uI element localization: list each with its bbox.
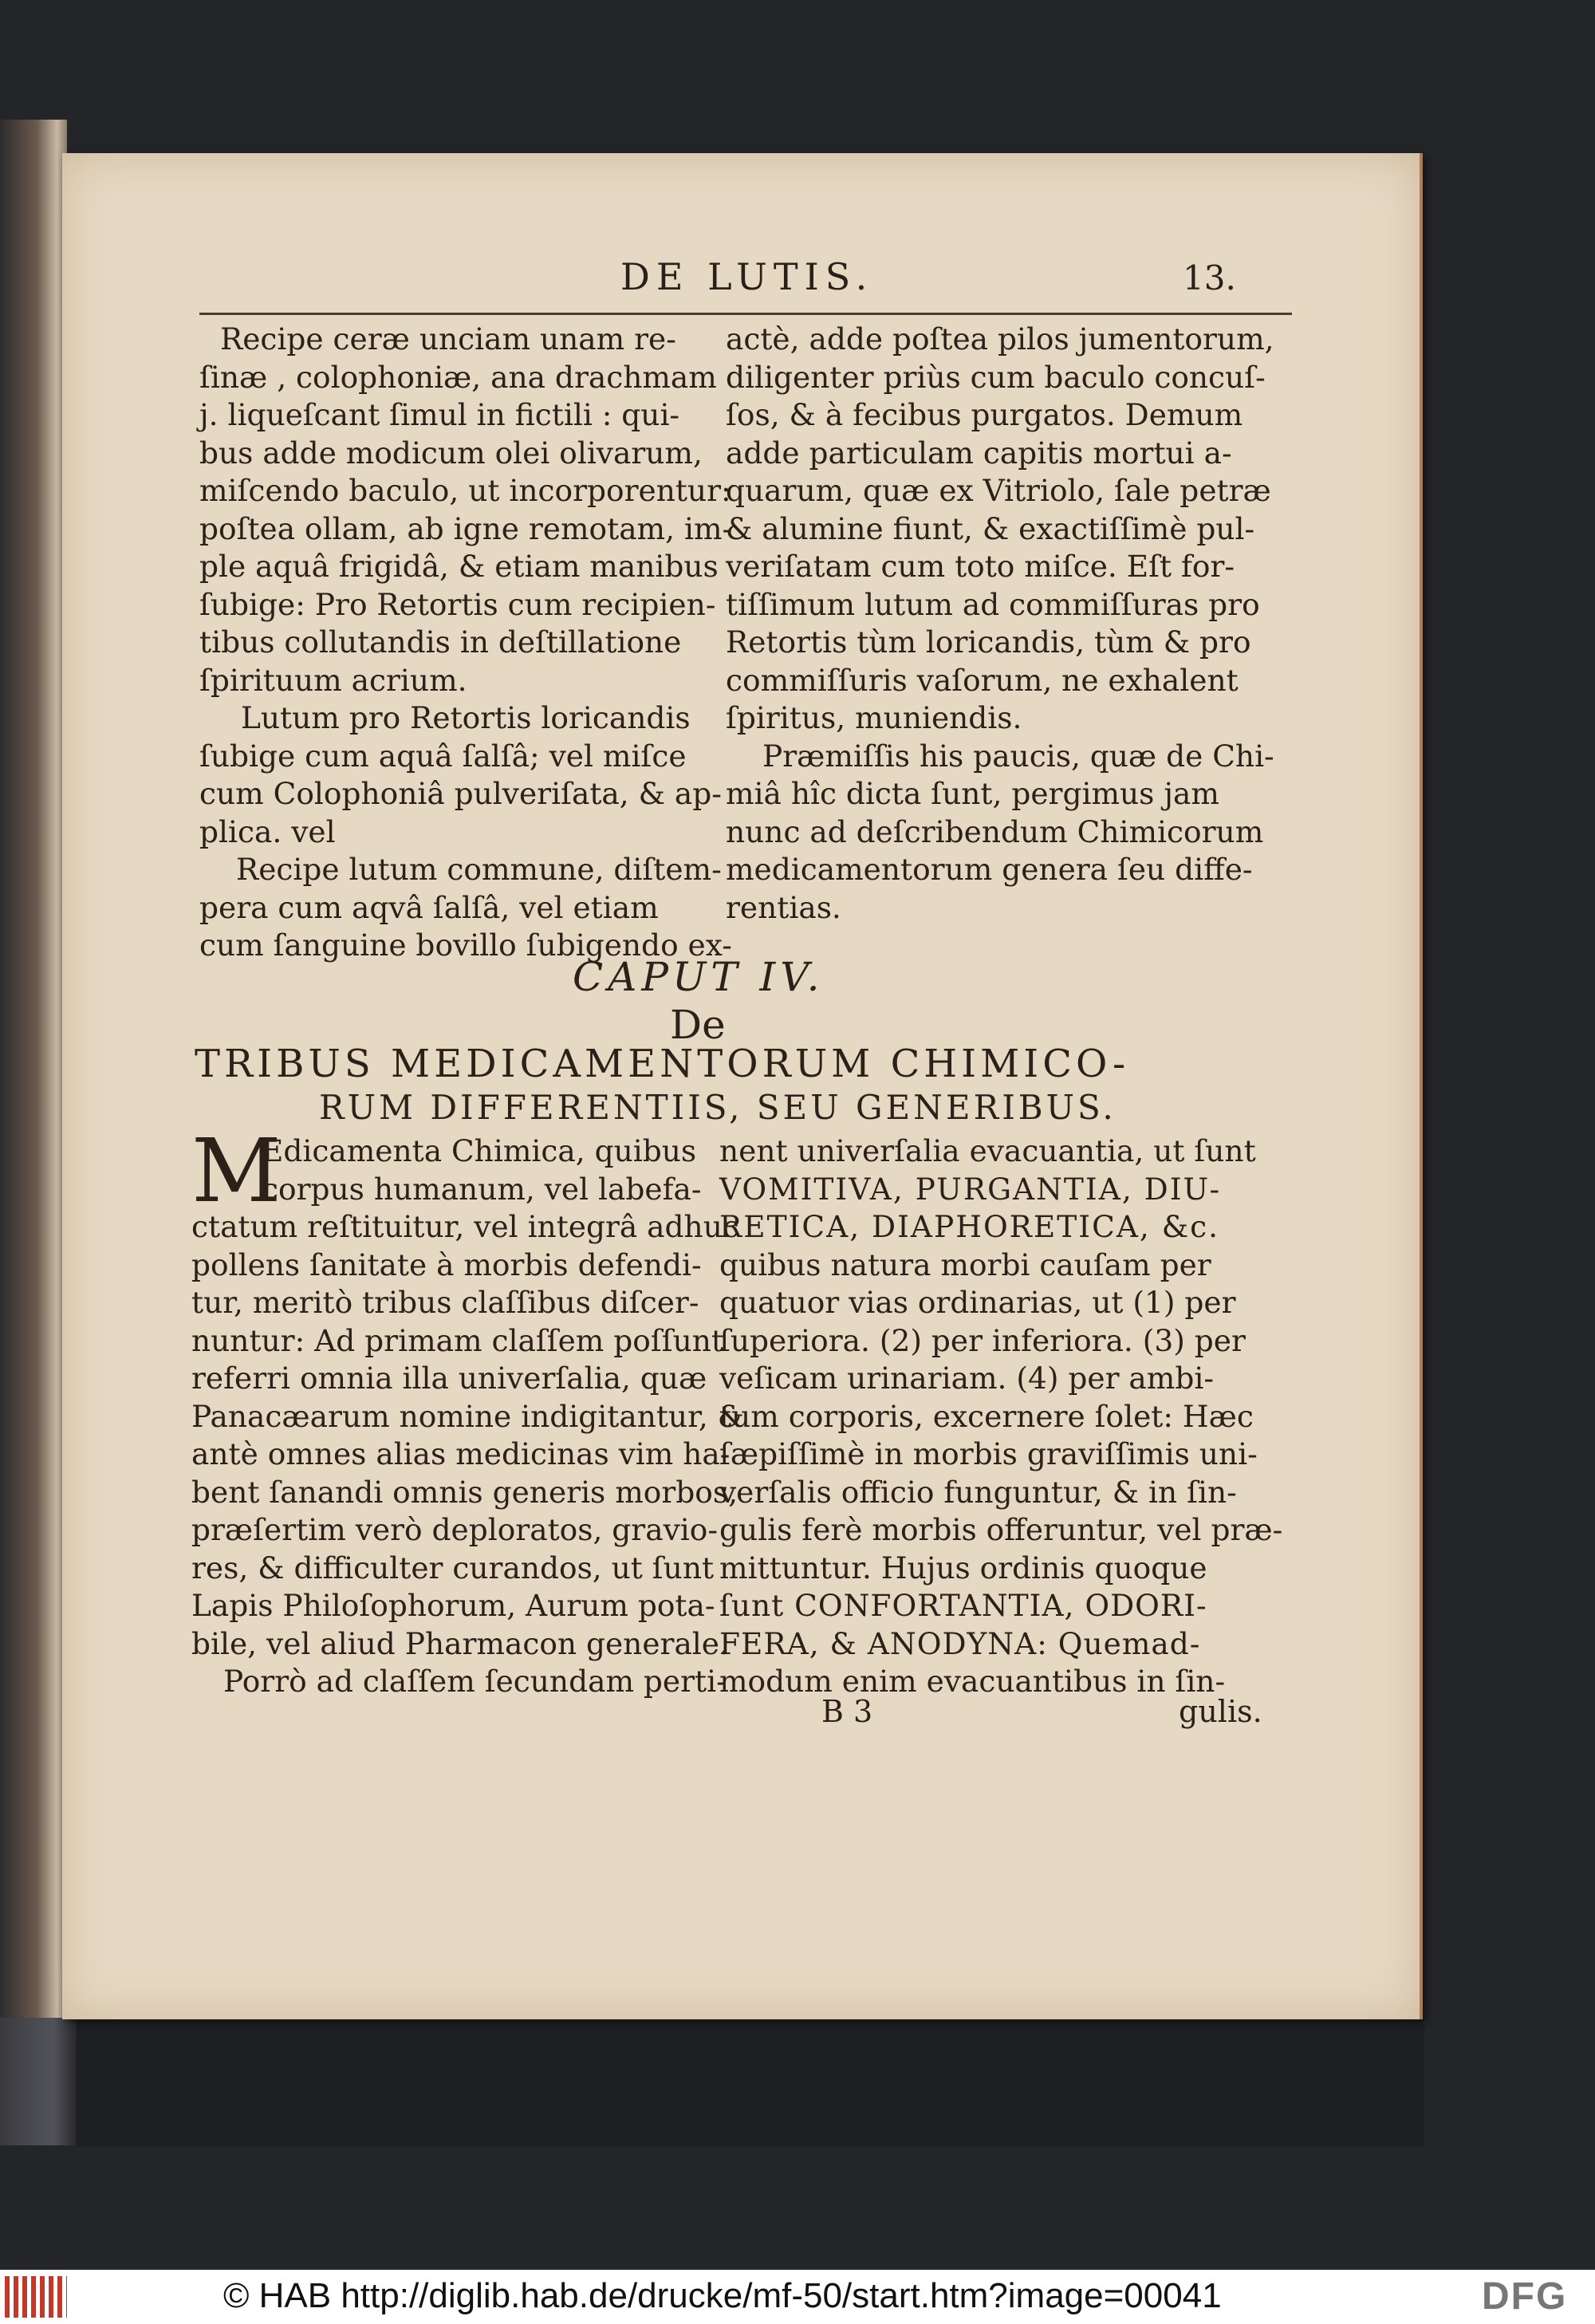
text-line: nent univerſalia evacuantia, ut ſunt xyxy=(719,1133,1256,1168)
text-line: ctatum reſtituitur, vel integrâ adhuc xyxy=(191,1209,739,1244)
text-line: quibus natura morbi cauſam per xyxy=(719,1247,1211,1282)
text-line: Recipe ceræ unciam unam re- xyxy=(220,321,676,356)
hab-logo-icon xyxy=(5,2276,67,2318)
text-line: bile, vel aliud Pharmacon generale. xyxy=(191,1625,729,1661)
text-line: verſalis officio funguntur, & in ſin- xyxy=(719,1474,1237,1510)
chapter-de: De xyxy=(670,1002,726,1048)
text-line: pollens ſanitate à morbis defendi- xyxy=(191,1247,702,1282)
dfg-logo: DFG xyxy=(1482,2275,1568,2318)
text-line: præſertim verò deploratos, gravio- xyxy=(191,1512,719,1547)
text-line: ſunt CONFORTANTIA, ODORI- xyxy=(719,1588,1207,1623)
text-line: ſinæ , colophoniæ, ana drachmam xyxy=(199,359,717,395)
text-line: nuntur: Ad primam claſſem poſſunt xyxy=(191,1322,723,1358)
text-line: tiſſimum lutum ad commiſſuras pro xyxy=(726,586,1260,622)
book-edge-lower xyxy=(0,2018,76,2145)
header-rule xyxy=(199,313,1292,315)
text-line: mittuntur. Hujus ordinis quoque xyxy=(719,1550,1207,1585)
text-line: tum corporis, excernere ſolet: Hæc xyxy=(719,1398,1254,1434)
text-line: tibus collutandis in deſtillatione xyxy=(199,624,682,660)
footer-bar xyxy=(0,2270,1595,2324)
chapter-title: CAPUT IV. xyxy=(573,954,825,1000)
text-line: ſubige: Pro Retortis cum recipien- xyxy=(199,586,716,622)
chapter-subtitle-line1: TRIBUS MEDICAMENTORUM CHIMICO- xyxy=(195,1042,1130,1086)
text-line: poſtea ollam, ab igne remotam, im- xyxy=(199,510,733,546)
text-line: FERA, & ANODYNA: Quemad- xyxy=(719,1625,1201,1661)
text-line: Recipe lutum commune, diſtem- xyxy=(236,852,722,887)
text-line: medicamentorum genera ſeu diffe- xyxy=(726,852,1253,887)
text-line: bus adde modicum olei olivarum, xyxy=(199,435,703,471)
text-line: VOMITIVA, PURGANTIA, DIU- xyxy=(719,1171,1222,1207)
text-line: ple aquâ frigidâ, & etiam manibus xyxy=(199,549,719,584)
section2-left-column xyxy=(191,1120,745,1701)
book-edge xyxy=(0,120,67,2145)
text-line: veriſatam cum toto miſce. Eſt for- xyxy=(726,549,1235,584)
text-line: Retortis tùm loricandis, tùm & pro xyxy=(726,624,1251,660)
footer-copyright-link[interactable]: © HAB http://diglib.hab.de/drucke/mf-50/start.htm?image=00041 xyxy=(223,2276,1222,2315)
text-line: cum Colophoniâ pulveriſata, & ap- xyxy=(199,776,722,811)
text-line: antè omnes alias medicinas vim ha- xyxy=(191,1436,731,1471)
text-line: diligenter priùs cum baculo concuſ- xyxy=(726,359,1266,395)
text-line: referri omnia illa univerſalia, quæ xyxy=(191,1361,707,1396)
section1-left-column xyxy=(199,321,742,965)
text-line: miſcendo baculo, ut incorporentur: xyxy=(199,473,731,508)
text-line: RETICA, DIAPHORETICA, &c. xyxy=(719,1209,1220,1244)
scan-background xyxy=(77,2019,1424,2147)
text-line: pera cum aqvâ ſalſâ, vel etiam xyxy=(199,889,659,925)
text-line: nunc ad deſcribendum Chimicorum xyxy=(726,813,1264,849)
text-line: tur, meritò tribus claſſibus diſcer- xyxy=(191,1285,699,1320)
text-line: ſuperiora. (2) per inferiora. (3) per xyxy=(719,1322,1246,1358)
text-line: Edicamenta Chimica, quibus xyxy=(262,1133,697,1168)
text-line: ſpiritus, muniendis. xyxy=(726,700,1022,735)
text-line: ſpirituum acrium. xyxy=(199,662,467,698)
section1-right-column xyxy=(726,321,1274,927)
text-line: j. liqueſcant ſimul in fictili : qui- xyxy=(199,397,680,432)
text-line: bent ſanandi omnis generis morbos, xyxy=(191,1474,738,1510)
text-line: ſæpiſſimè in morbis graviſſimis uni- xyxy=(719,1436,1258,1471)
catchword: gulis. xyxy=(1179,1694,1262,1729)
signature-mark: B 3 xyxy=(821,1694,873,1729)
text-line: modum enim evacuantibus in ſin- xyxy=(719,1664,1226,1699)
text-line: Porrò ad claſſem ſecundam perti- xyxy=(223,1664,727,1699)
text-line: Præmiſſis his paucis, quæ de Chi- xyxy=(762,738,1274,774)
text-line: quarum, quæ ex Vitriolo, ſale petræ xyxy=(726,473,1271,508)
text-line: corpus humanum, vel labefa- xyxy=(262,1171,702,1207)
text-line: Lapis Philoſophorum, Aurum pota- xyxy=(191,1588,715,1623)
text-line: miâ hîc dicta ſunt, pergimus jam xyxy=(726,776,1219,811)
text-line: rentias. xyxy=(726,889,841,925)
running-head: DE LUTIS. xyxy=(620,255,874,298)
section2-right-column xyxy=(719,1132,1283,1701)
text-line: adde particulam capitis mortui a- xyxy=(726,435,1232,471)
text-line: Panacæarum nomine indigitantur, & xyxy=(191,1398,745,1434)
text-line: cum ſanguine bovillo ſubigendo ex- xyxy=(199,928,732,963)
text-line: quatuor vias ordinarias, ut (1) per xyxy=(719,1285,1236,1320)
text-line: actè, adde poſtea pilos jumentorum, xyxy=(726,321,1274,356)
drop-cap: M xyxy=(191,1120,282,1222)
page-number: 13. xyxy=(1183,258,1236,297)
text-line: ſos, & à fecibus purgatos. Demum xyxy=(726,397,1243,432)
text-line: commiſſuris vaſorum, ne exhalent xyxy=(726,662,1239,698)
text-line: res, & difficulter curandos, ut ſunt xyxy=(191,1550,715,1585)
text-line: & alumine fiunt, & exactiſſimè pul- xyxy=(726,510,1255,546)
chapter-subtitle-line2: RUM DIFFERENTIIS, SEU GENERIBUS. xyxy=(319,1088,1116,1127)
text-line: veſicam urinariam. (4) per ambi- xyxy=(719,1361,1215,1396)
text-line: gulis ferè morbis offeruntur, vel præ- xyxy=(719,1512,1283,1547)
text-line: plica. vel xyxy=(199,813,336,849)
text-line: ſubige cum aquâ ſalſâ; vel miſce xyxy=(199,738,687,774)
text-line: Lutum pro Retortis loricandis xyxy=(241,700,691,735)
